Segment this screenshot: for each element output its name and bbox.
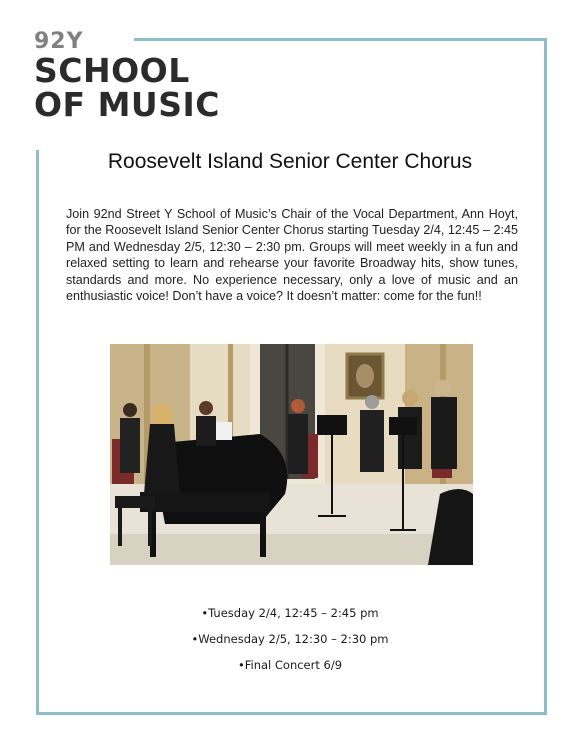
school-of-music-logo	[34, 30, 220, 122]
schedule-item-final-concert: •Final Concert 6/9	[237, 658, 343, 672]
schedule-item-tuesday: •Tuesday 2/4, 12:45 – 2:45 pm	[201, 606, 379, 620]
logo-92y: 92Y	[34, 29, 84, 54]
logo-of-music: OF MUSIC	[34, 85, 220, 124]
description-paragraph: Join 92nd Street Y School of Music’s Chair of the Vocal Department, Ann Hoyt, for the Roosevelt Island Senior Center Chorus starting Tuesday 2/4, 12:45 – 2:45 PM and Wednesday 2/5, 12:30 – 2:30 pm. Groups will meet weekly in a fun and relaxed setting to learn and rehearse your favorite Broadway hits, show tunes, standards and more. No experience necessary, only a love of music and an enthusiastic voice! Don’t have a voice? It doesn’t matter: come for the fun!!	[66, 207, 518, 304]
frame-bottom-border	[36, 712, 547, 715]
schedule-list	[0, 600, 580, 678]
chorus-performance-photo	[110, 344, 473, 565]
schedule-item-wednesday: •Wednesday 2/5, 12:30 – 2:30 pm	[191, 632, 389, 646]
logo-school: SCHOOL	[34, 51, 190, 90]
page-title: Roosevelt Island Senior Center Chorus	[107, 150, 473, 173]
photo-illustration	[110, 344, 473, 565]
